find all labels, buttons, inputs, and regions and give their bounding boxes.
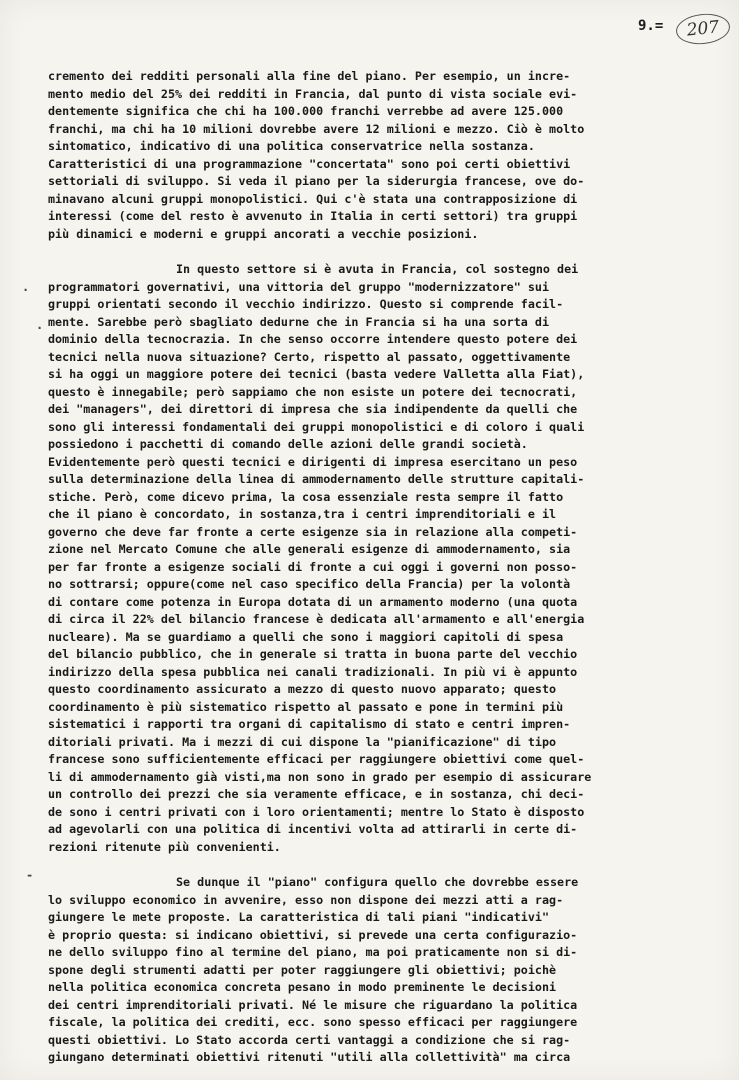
margin-tick: · — [22, 283, 30, 297]
text-line: ad agevolarli con una politica di incentivi volta ad attirarli in certe di- — [48, 822, 578, 836]
archive-stamp: 207 — [675, 11, 732, 46]
text-line: questo è innegabile; però sappiamo che non esiste un potere dei tecnocrati, — [48, 384, 578, 399]
text-line: stiche. Però, come dicevo prima, la cosa essenziale resta sempre il fatto — [48, 489, 564, 504]
text-line: Se dunque il "piano" configura quello che dovrebbe essere — [176, 875, 579, 889]
text-line: questi obiettivi. Lo Stato accorda certi vantaggi a condizione che si rag- — [48, 1032, 571, 1047]
text-line: Evidentemente però questi tecnici e dirigenti di impresa esercitano un peso — [48, 454, 578, 469]
text-line: nucleare). Ma se guardiamo a quelli che sono i maggiori capitoli di spesa — [48, 629, 564, 644]
text-line: Caratteristici di una programmazione "concertata" sono poi certi obiettivi — [48, 156, 571, 171]
text-line: zione nel Mercato Comune che alle generali esigenze di ammodernamento, sia — [48, 542, 571, 556]
text-line: questo coordinamento assicurato a mezzo di questo nuovo apparato; questo — [48, 682, 557, 696]
margin-tick: - — [26, 868, 34, 882]
text-line: un controllo dei prezzi che sia veramente efficace, e in sostanza, chi deci- — [48, 787, 585, 801]
text-line: interessi (come del resto è avvenuto in Italia in certi settori) tra gruppi — [48, 209, 578, 223]
text-line: del bilancio pubblico, che in generale si tratta in buona parte del vecchio — [48, 647, 578, 661]
text-line: li di ammodernamento già visti,ma non sono in grado per esempio di assicurare — [48, 769, 592, 784]
text-line: minavano alcuni gruppi monopolistici. Qui c'è stata una contrapposizione di — [48, 191, 578, 206]
document-body — [48, 68, 716, 1067]
text-line: più dinamici e moderni e gruppi ancorati a vecchie posizioni. — [48, 226, 479, 241]
text-line: rezioni ritenute più convenienti. — [48, 839, 281, 854]
text-line: programmatori governativi, una vittoria del gruppo "modernizzatore" sui — [48, 279, 550, 294]
text-line: lo sviluppo economico in avvenire, esso non dispone dei mezzi atti a rag- — [48, 892, 564, 907]
paragraph — [48, 874, 716, 1067]
text-line: de sono i centri privati con i loro orientamenti; mentre lo Stato è disposto — [48, 804, 585, 819]
text-line: nella politica economica concreta pesano in modo preminente le decisioni — [48, 980, 557, 994]
text-line: possiedono i pacchetti di comando delle azioni delle grandi società. — [48, 437, 528, 451]
text-line: giungano determinati obiettivi ritenuti "utili alla collettività" ma circa — [48, 1050, 571, 1064]
paragraph — [48, 68, 716, 243]
text-line: si ha oggi un maggiore potere dei tecnici (basta vedere Valletta alla Fiat), — [48, 367, 585, 381]
text-line: spone degli strumenti adatti per poter raggiungere gli obiettivi; poichè — [48, 962, 557, 977]
text-line: mento medio del 25% dei redditi in Francia, dal punto di vista sociale evi- — [48, 86, 578, 101]
text-line: che il piano è concordato, in sostanza,tra i centri imprenditoriali e il — [48, 507, 557, 521]
text-line: è proprio questa: si indicano obiettivi, si prevede una certa configurazio- — [48, 927, 578, 942]
text-line: no sottrarsi; oppure(come nel caso specifico della Francia) per la volontà — [48, 577, 571, 591]
text-line: sintomatico, indicativo di una politica conservatrice nella sostanza. — [48, 139, 535, 153]
paragraph-gap — [48, 243, 716, 261]
text-line: settoriali di sviluppo. Si veda il piano per la siderurgia francese, ove do- — [48, 174, 585, 188]
text-line: dominio della tecnocrazia. In che senso occorre intendere questo potere dei — [48, 332, 578, 346]
text-line: sono gli interessi fondamentali dei gruppi monopolistici e di coloro i quali — [48, 419, 585, 434]
text-line: giungere le mete proposte. La caratteristica di tali piani "indicativi" — [48, 910, 550, 924]
text-line: di contare come potenza in Europa dotata di un armamento moderno (una quota — [48, 594, 578, 609]
text-line: coordinamento è più sistematico rispetto al passato e pone in termini più — [48, 699, 564, 714]
text-line: indirizzo della spesa pubblica nei canali tradizionali. In più vi è appunto — [48, 664, 578, 679]
text-line: sulla determinazione della linea di ammodernamento delle strutture capitali- — [48, 472, 585, 486]
text-line: per far fronte a esigenze sociali di fronte a cui oggi i governi non posso- — [48, 559, 578, 574]
text-line: cremento dei redditi personali alla fine del piano. Per esempio, un incre- — [48, 69, 571, 83]
text-line: governo che deve far fronte a certe esigenze sia in relazione alla competi- — [48, 524, 578, 539]
text-line: fiscale, la politica dei crediti, ecc. sono spesso efficaci per raggiungere — [48, 1015, 578, 1029]
margin-tick: . — [36, 318, 44, 332]
text-line: franchi, ma chi ha 10 milioni dovrebbe avere 12 milioni e mezzo. Ciò è molto — [48, 121, 585, 136]
text-line: di circa il 22% del bilancio francese è dedicata all'armamento e all'energia — [48, 612, 585, 626]
text-line: gruppi orientati secondo il vecchio indirizzo. Questo si comprende facil- — [48, 297, 564, 311]
page-number: 9.= — [638, 18, 664, 34]
text-line: sistematici i rapporti tra organi di capitalismo di stato e centri impren- — [48, 717, 571, 731]
text-line: ne dello sviluppo fino al termine del piano, ma poi praticamente non si di- — [48, 945, 578, 959]
text-line: dei centri imprenditoriali privati. Né le misure che riguardano la politica — [48, 997, 578, 1012]
paragraph — [48, 261, 716, 856]
text-line: tecnici nella nuova situazione? Certo, rispetto al passato, oggettivamente — [48, 349, 571, 364]
text-line: mente. Sarebbe però sbagliato dedurne che in Francia si ha una sorta di — [48, 314, 550, 329]
text-line: dei "managers", dei direttori di impresa che sia indipendente da quelli che — [48, 402, 578, 416]
paragraph-gap — [48, 856, 716, 874]
text-line: In questo settore si è avuta in Francia, col sostegno dei — [176, 262, 579, 276]
text-line: dentemente significa che chi ha 100.000 franchi verrebbe ad avere 125.000 — [48, 104, 564, 118]
text-line: ditoriali privati. Ma i mezzi di cui dispone la "pianificazione" di tipo — [48, 734, 557, 749]
text-line: francese sono sufficientemente efficaci per raggiungere obiettivi come quel- — [48, 752, 585, 766]
